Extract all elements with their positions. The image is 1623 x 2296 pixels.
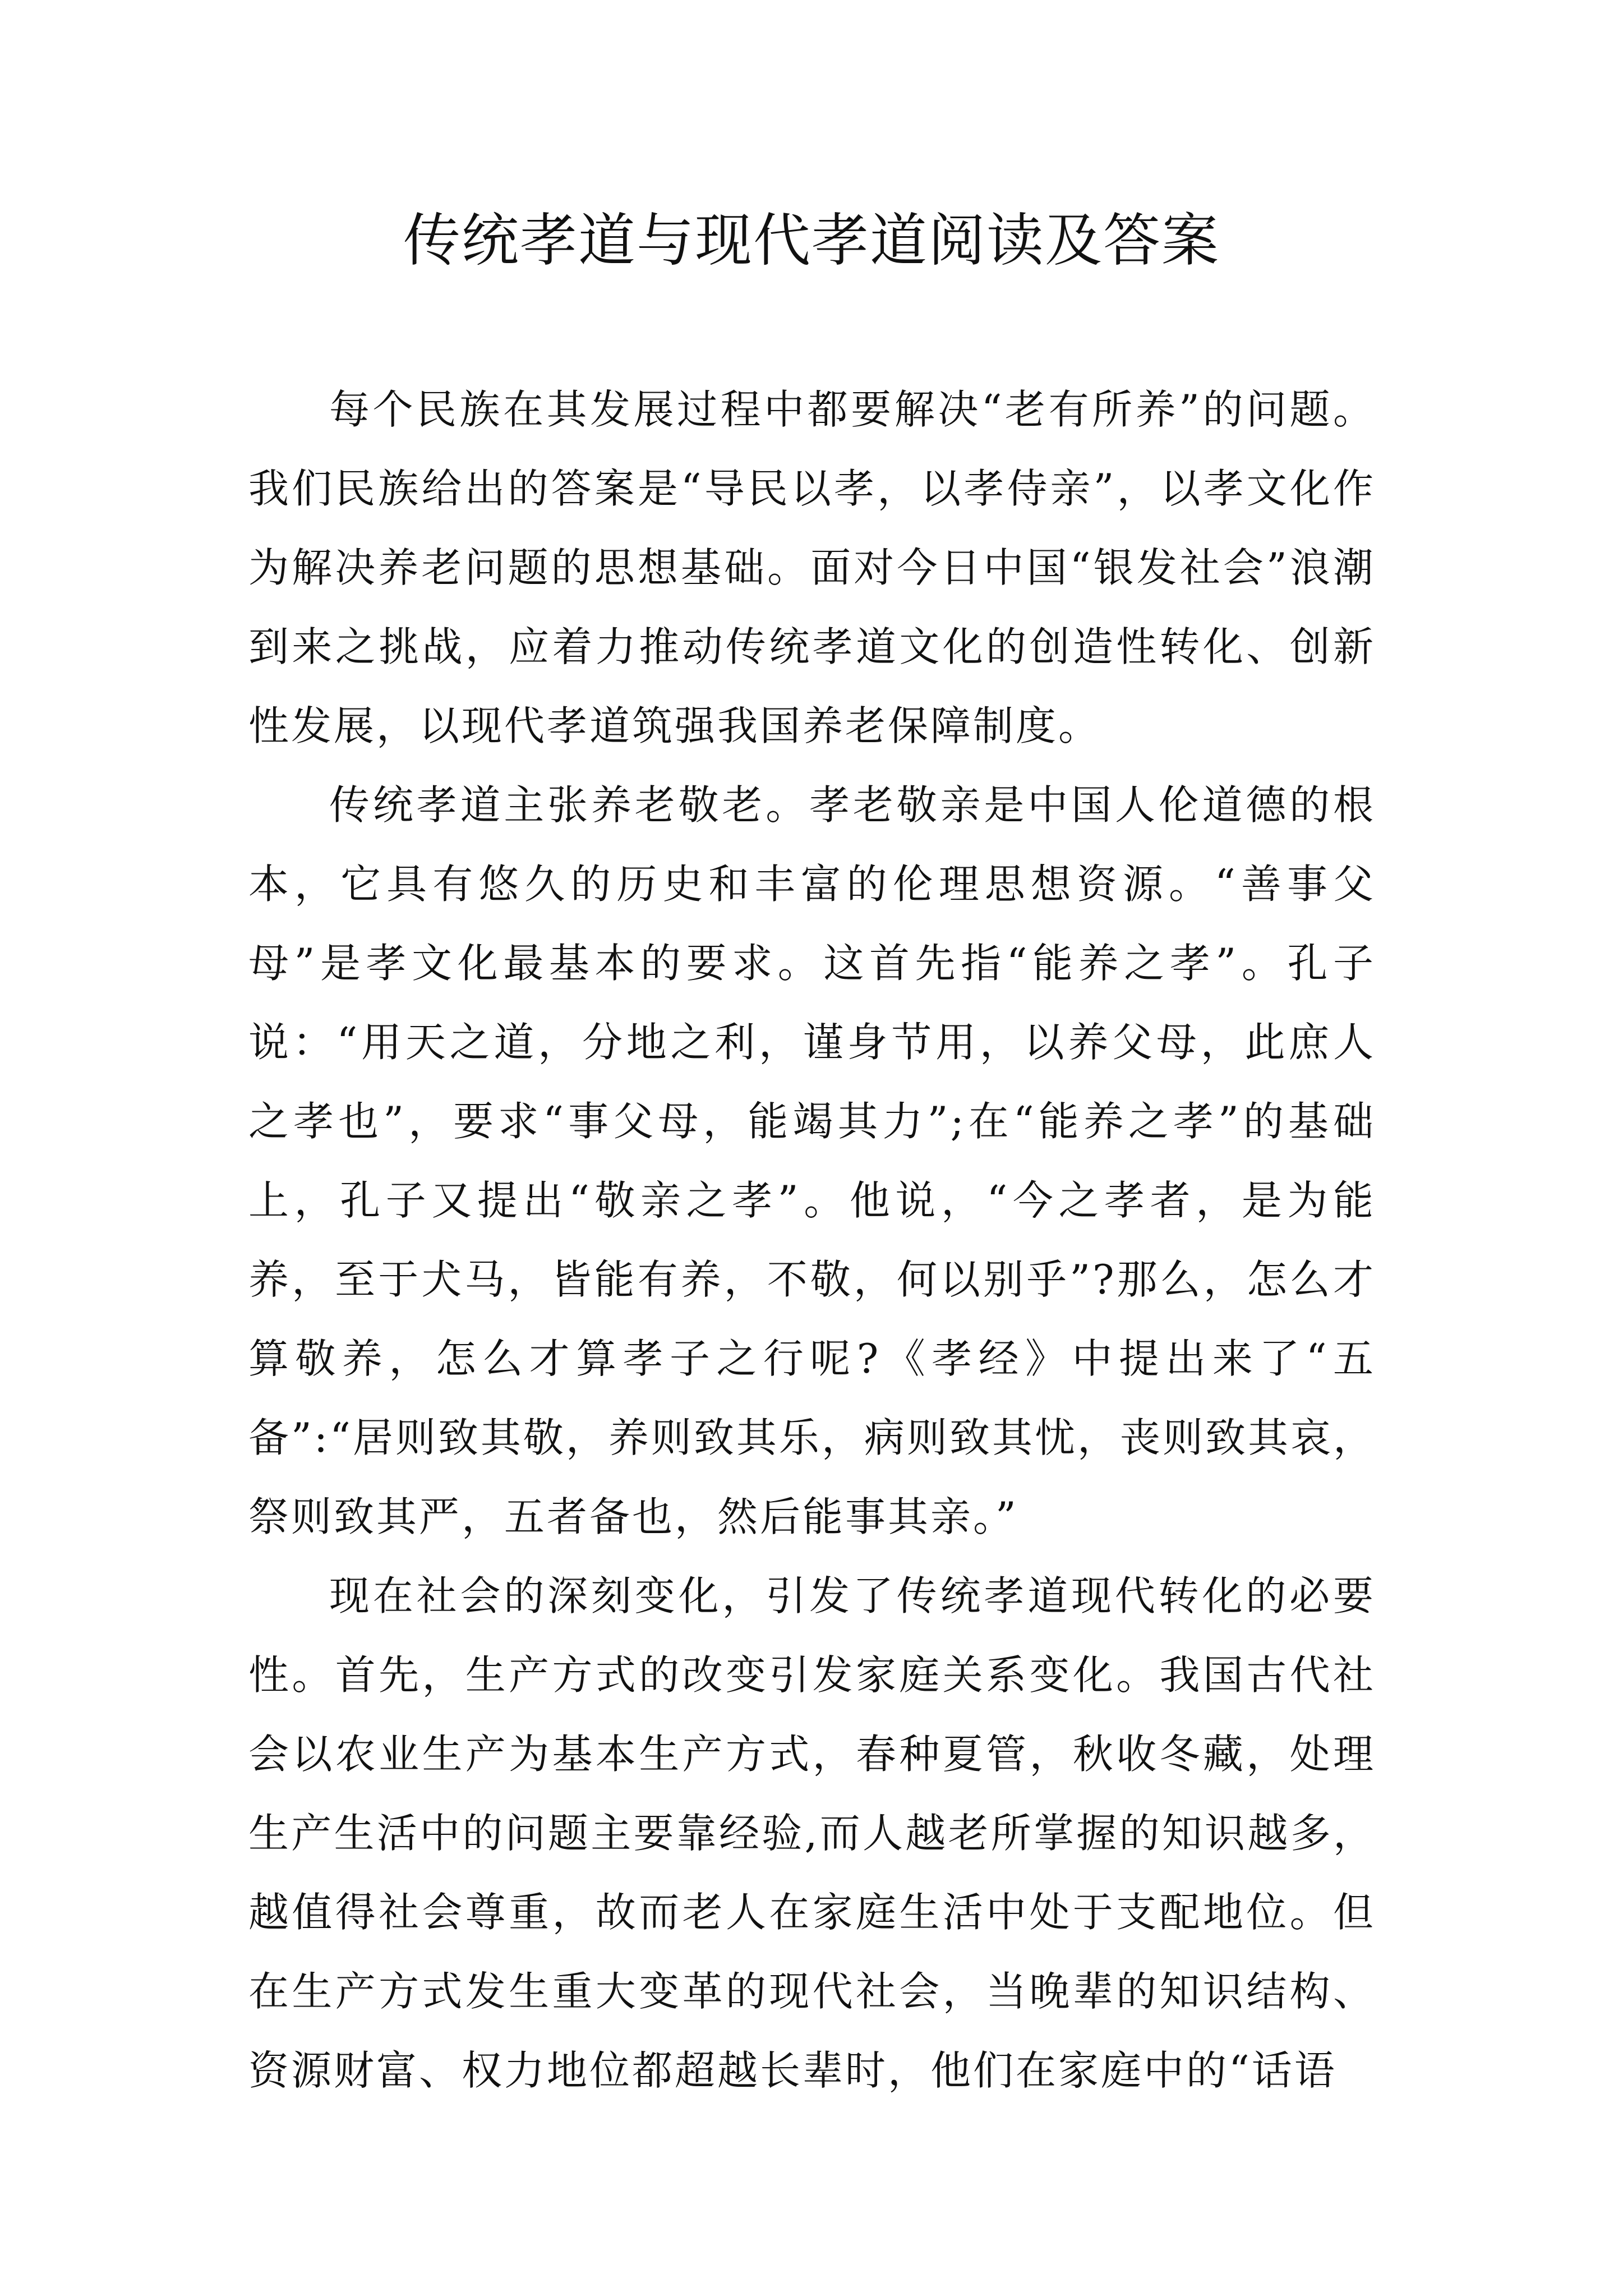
document-title: 传统孝道与现代孝道阅读及答案 [403,208,1220,274]
paragraph-3: 现在社会的深刻变化，引发了传统孝道现代转化的必要性。首先，生产方式的改变引发家庭关系变化。我国古代社会以农业生产为基本生产方式，春种夏管，秋收冬藏，处理生产生活中的问题主要靠经验,而人越老所掌握的知识越多，越值得社会尊重，故而老人在家庭生活中处于支配地位。但在生产方式发生重大变革的现代社会，当晚辈的知识结构、资源财富、权力地位都超越长辈时，他们在家庭中的“话语 [248,1572,1376,2094]
document-body [248,370,1376,2110]
paragraph-2: 传统孝道主张养老敬老。孝老敬亲是中国人伦道德的根本，它具有悠久的历史和丰富的伦理思想资源。“善事父母”是孝文化最基本的要求。这首先指“能养之孝”。孔子说：“用天之道，分地之利，谨身节用，以养父母，此庶人之孝也”，要求“事父母，能竭其力”;在“能养之孝”的基础上，孔子又提出“敬亲之孝”。他说，“今之孝者，是为能养，至于犬马，皆能有养，不敬，何以别乎”?那么，怎么才算敬养，怎么才算孝子之行呢?《孝经》中提出来了“五备”:“居则致其敬，养则致其乐，病则致其忧，丧则致其哀，祭则致其严，五者备也，然后能事其亲。” [248,781,1376,1540]
paragraph-1: 每个民族在其发展过程中都要解决“老有所养”的问题。我们民族给出的答案是“导民以孝，以孝侍亲”，以孝文化作为解决养老问题的思想基础。面对今日中国“银发社会”浪潮到来之挑战，应着力推动传统孝道文化的创造性转化、创新性发展，以现代孝道筑强我国养老保障制度。 [248,386,1376,749]
